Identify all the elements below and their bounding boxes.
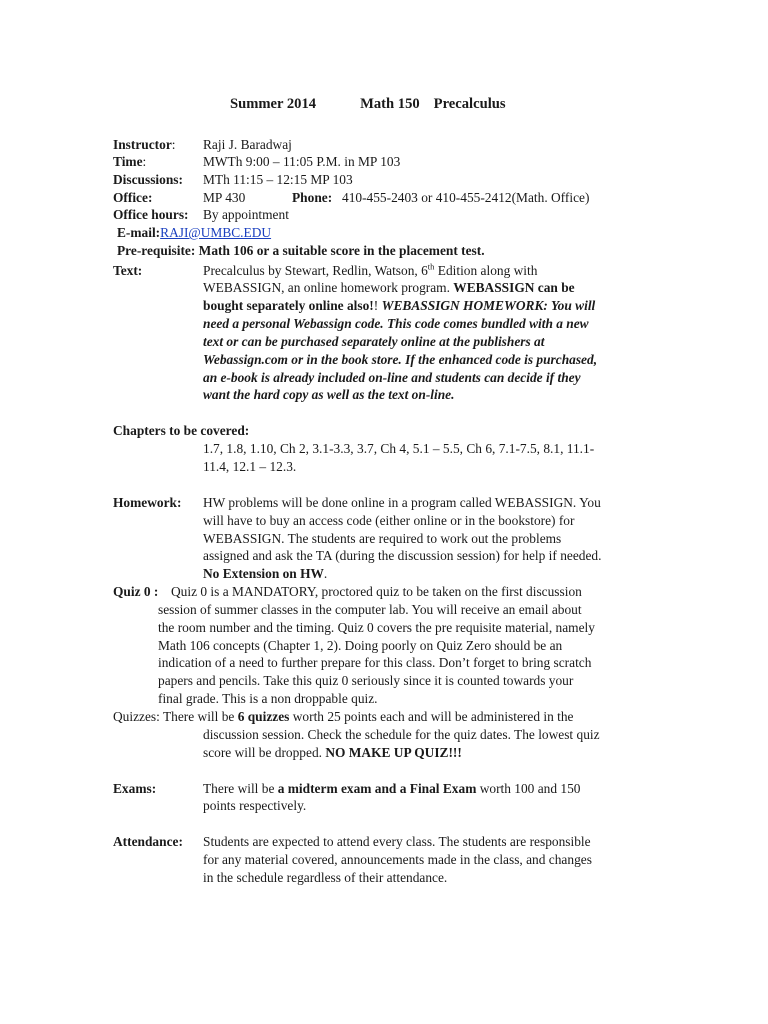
- quiz0-line-6: papers and pencils. Take this quiz 0 seriously since it is counted towards your: [158, 673, 574, 688]
- course-name: Precalculus: [433, 96, 506, 112]
- discussions-label: Discussions:: [113, 172, 183, 187]
- homework-line-5-end: .: [323, 566, 328, 581]
- text-line-1: [203, 262, 537, 280]
- phone-label: Phone:: [292, 190, 333, 205]
- text-line-2: [203, 279, 575, 297]
- text-line-2a: WEBASSIGN, an online homework program.: [203, 280, 454, 295]
- exams-line-2: points respectively.: [203, 798, 307, 813]
- quizzes-line-3: [203, 744, 462, 762]
- chapters-line-2: 11.4, 12.1 – 12.3.: [203, 459, 297, 474]
- chapters-label: Chapters to be covered:: [113, 423, 250, 438]
- quiz-count: 6 quizzes: [237, 709, 290, 724]
- quizzes-line-3a: score will be dropped.: [203, 745, 326, 760]
- text-line-3c: WEBASSIGN HOMEWORK: You will: [381, 298, 596, 313]
- text-line-3a: bought separately online also!: [203, 298, 374, 313]
- homework-line-5: [203, 565, 327, 583]
- email-link[interactable]: RAJI@UMBC.EDU: [160, 225, 272, 240]
- exams-label: Exams:: [113, 781, 157, 796]
- instructor-name: Raji J. Baradwaj: [203, 137, 292, 152]
- quiz0-line-5: indication of a need to further prepare for this class. Don’t forget to bring scratch: [158, 655, 592, 670]
- term: Summer 2014: [230, 96, 317, 112]
- quizzes-line-1a: Quizzes: There will be: [113, 709, 238, 724]
- time-value: MWTh 9:00 – 11:05 P.M. in MP 103: [203, 154, 401, 169]
- quizzes-line-1c: worth 25 points each and will be administered in the: [289, 709, 574, 724]
- course-number: Math 150: [360, 96, 420, 112]
- homework-line-1: HW problems will be done online in a program called WEBASSIGN. You: [203, 495, 601, 510]
- instructor-label: Instructor: [113, 137, 172, 152]
- text-line-5: text or can be purchased separately online at the publishers at: [203, 334, 545, 349]
- quiz0-line-1: Quiz 0 is a MANDATORY, proctored quiz to be taken on the first discussion: [171, 584, 582, 599]
- prerequisite: Pre-requisite: Math 106 or a suitable score in the placement test.: [117, 243, 485, 258]
- phone-value: 410-455-2403 or 410-455-2412(Math. Office): [342, 190, 590, 205]
- text-label: Text:: [113, 263, 143, 278]
- text-line-8: want the hard copy as well as the text on-line.: [203, 387, 455, 402]
- instructor-colon: :: [171, 137, 176, 152]
- text-line-6: Webassign.com or in the book store. If the enhanced code is purchased,: [203, 352, 598, 367]
- text-line-3b: !: [373, 298, 382, 313]
- edition-superscript: th: [427, 261, 435, 272]
- quizzes-line-2: discussion session. Check the schedule for the quiz dates. The lowest quiz: [203, 727, 600, 742]
- exam-types: a midterm exam and a Final Exam: [277, 781, 477, 796]
- exams-line-1a: There will be: [203, 781, 278, 796]
- time-label-wrap: [113, 153, 146, 171]
- text-line-2b: WEBASSIGN can be: [453, 280, 575, 295]
- text-line-3: [203, 297, 595, 315]
- quizzes-line-1: [113, 708, 574, 726]
- attendance-line-2: for any material covered, announcements made in the class, and changes: [203, 852, 592, 867]
- email-row: [117, 224, 271, 242]
- office-hours-label: Office hours:: [113, 207, 189, 222]
- quiz0-line-7: final grade. This is a non droppable quiz.: [158, 691, 378, 706]
- text-line-4: need a personal Webassign code. This code comes bundled with a new: [203, 316, 589, 331]
- quiz0-line-3: the room number and the timing. Quiz 0 covers the pre requisite material, namely: [158, 620, 595, 635]
- text-line-7: an e-book is already included on-line and students can decide if they: [203, 370, 581, 385]
- office-hours-value: By appointment: [203, 207, 289, 222]
- quiz0-line-4: Math 106 concepts (Chapter 1, 2). Doing poorly on Quiz Zero should be an: [158, 638, 563, 653]
- homework-line-4: assigned and ask the TA (during the discussion session) for help if needed.: [203, 548, 602, 563]
- exams-line-1c: worth 100 and 150: [476, 781, 581, 796]
- no-extension-note: No Extension on HW: [203, 566, 324, 581]
- quiz0-line-2: session of summer classes in the computer lab. You will receive an email about: [158, 602, 582, 617]
- office-label: Office:: [113, 190, 153, 205]
- chapters-line-1: 1.7, 1.8, 1.10, Ch 2, 3.1-3.3, 3.7, Ch 4, 5.1 – 5.5, Ch 6, 7.1-7.5, 8.1, 11.1-: [203, 441, 595, 456]
- discussions-value: MTh 11:15 – 12:15 MP 103: [203, 172, 353, 187]
- text-line-1b: Edition along with: [434, 263, 538, 278]
- time-label: Time: [113, 154, 143, 169]
- time-colon: :: [142, 154, 147, 169]
- instructor-label-wrap: [113, 136, 176, 154]
- email-label: E-mail:: [117, 225, 161, 240]
- homework-label: Homework:: [113, 495, 182, 510]
- exams-line-1: [203, 780, 581, 798]
- office-value: MP 430: [203, 190, 246, 205]
- attendance-label: Attendance:: [113, 834, 183, 849]
- text-line-1a: Precalculus by Stewart, Redlin, Watson, 6: [203, 263, 428, 278]
- no-make-up-quiz: NO MAKE UP QUIZ!!!: [325, 745, 462, 760]
- homework-line-3: WEBASSIGN. The students are required to work out the problems: [203, 531, 562, 546]
- quiz0-label: Quiz 0 :: [113, 584, 159, 599]
- attendance-line-1: Students are expected to attend every class. The students are responsible: [203, 834, 591, 849]
- homework-line-2: will have to buy an access code (either online or in the bookstore) for: [203, 513, 575, 528]
- page-title: [230, 96, 506, 114]
- attendance-line-3: in the schedule regardless of their attendance.: [203, 870, 448, 885]
